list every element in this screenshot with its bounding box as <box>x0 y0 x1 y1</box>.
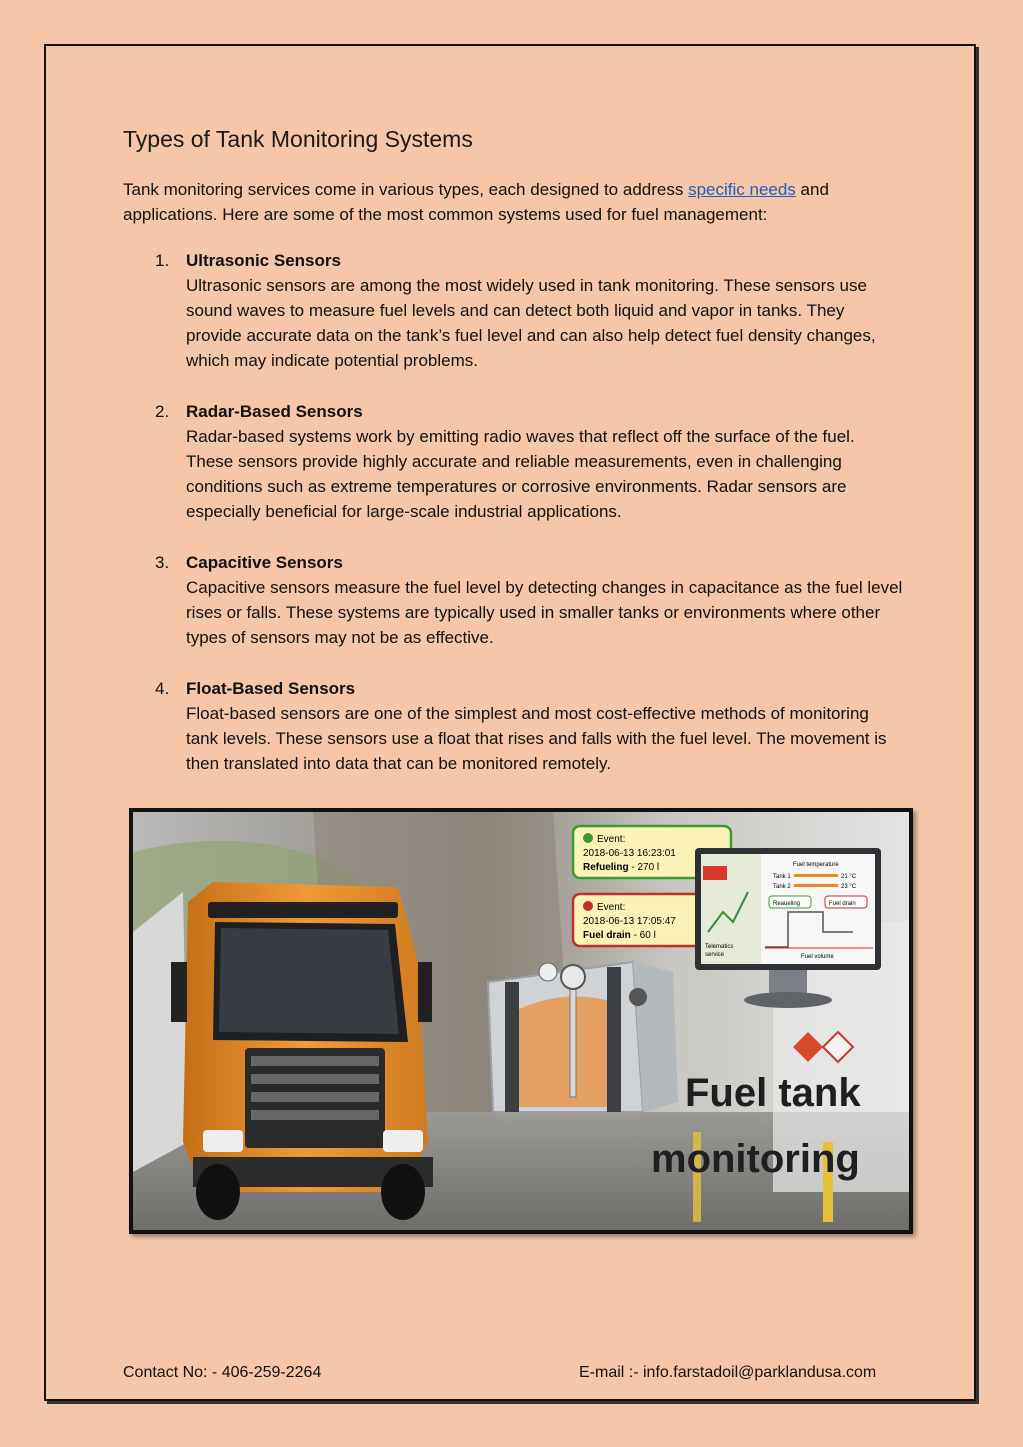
specific-needs-link[interactable]: specific needs <box>688 180 796 199</box>
event-type: Refueling <box>583 862 629 873</box>
contact-number: Contact No: - 406-259-2264 <box>123 1364 322 1381</box>
list-item-description: Capacitive sensors measure the fuel level by detecting changes in capacitance as the fuel level rises or falls. These systems are typically used in smaller tanks or environments where other types of sensors may not be as effective. <box>186 578 903 647</box>
event-value: - 60 l <box>630 930 656 941</box>
event-label: Event: <box>597 834 626 845</box>
hero-illustration <box>133 812 909 1230</box>
info-icon <box>583 833 593 843</box>
telematics-label-2: service <box>705 952 725 958</box>
fuel-volume-label: Fuel volume <box>801 954 834 960</box>
list-number: 4. <box>155 679 170 698</box>
list-number: 2. <box>155 402 170 421</box>
brand-badge-icon <box>703 866 727 880</box>
event-time: 2018-06-13 17:05:47 <box>583 916 676 927</box>
event-detail <box>583 930 656 941</box>
drain-tag: Fuel drain <box>829 901 856 907</box>
list-item <box>123 399 903 524</box>
refuel-tag: Reaueling <box>773 901 801 907</box>
list-item-description: Radar-based systems work by emitting radio waves that reflect off the surface of the fuel. These sensors provide highly accurate and reliable measurements, even in challenging conditions such as extreme temperatures or corrosive environments. Radar sensors are especially beneficial for large-scale industrial applications. <box>186 427 855 521</box>
list-item <box>123 676 903 776</box>
list-item-title: Ultrasonic Sensors <box>186 251 341 270</box>
intro-text-end: and applications. Here are some of the most common systems used for fuel management: <box>123 180 829 224</box>
intro-text-start: Tank monitoring services come in various types, each designed to address <box>123 180 689 199</box>
tank1-label: Tank 1 <box>773 874 791 880</box>
telematics-label: Telematics <box>705 944 734 950</box>
monitor-title: Fuel temperature <box>793 862 839 868</box>
list-item-title: Radar-Based Sensors <box>186 402 363 421</box>
page-title: Types of Tank Monitoring Systems <box>123 126 473 152</box>
list-number: 1. <box>155 251 170 270</box>
event-time: 2018-06-13 16:23:01 <box>583 848 676 859</box>
list-item-title: Capacitive Sensors <box>186 553 343 572</box>
caption-line-2: monitoring <box>651 1137 860 1181</box>
list-item-title: Float-Based Sensors <box>186 679 356 698</box>
event-label: Event: <box>597 902 626 913</box>
orange-truck-icon <box>171 882 433 1220</box>
contact-email: E-mail :- info.farstadoil@parklandusa.com <box>579 1364 877 1381</box>
alert-icon <box>583 901 593 911</box>
event-type: Fuel drain <box>583 930 631 941</box>
intro-paragraph <box>123 177 903 227</box>
event-detail <box>583 862 659 873</box>
trailer <box>133 892 188 1172</box>
list-item <box>123 248 903 373</box>
tank2-label: Tank 2 <box>773 884 791 890</box>
list-item <box>123 550 903 650</box>
sensor-types-list <box>123 248 903 776</box>
list-number: 3. <box>155 553 170 572</box>
caption-line-1: Fuel tank <box>685 1071 861 1115</box>
main-content <box>123 126 903 802</box>
tank1-temp: 21 °C <box>841 874 857 880</box>
list-item-description: Float-based sensors are one of the simplest and most cost-effective methods of monitoring tank levels. These sensors use a float that rises and falls with the fuel level. The movement is then translated into data that can be monitored remotely. <box>186 704 887 773</box>
fuel-tank-icon <box>488 962 678 1112</box>
tank2-temp: 23 °C <box>841 884 857 890</box>
event-value: - 270 l <box>628 862 660 873</box>
fuel-tank-monitoring-image <box>129 808 913 1234</box>
list-item-description: Ultrasonic sensors are among the most widely used in tank monitoring. These sensors use sound waves to measure fuel levels and can detect both liquid and vapor in tanks. They provide accurate data on the tank’s fuel level and can also help detect fuel density changes, which may indicate potential problems. <box>186 276 876 370</box>
